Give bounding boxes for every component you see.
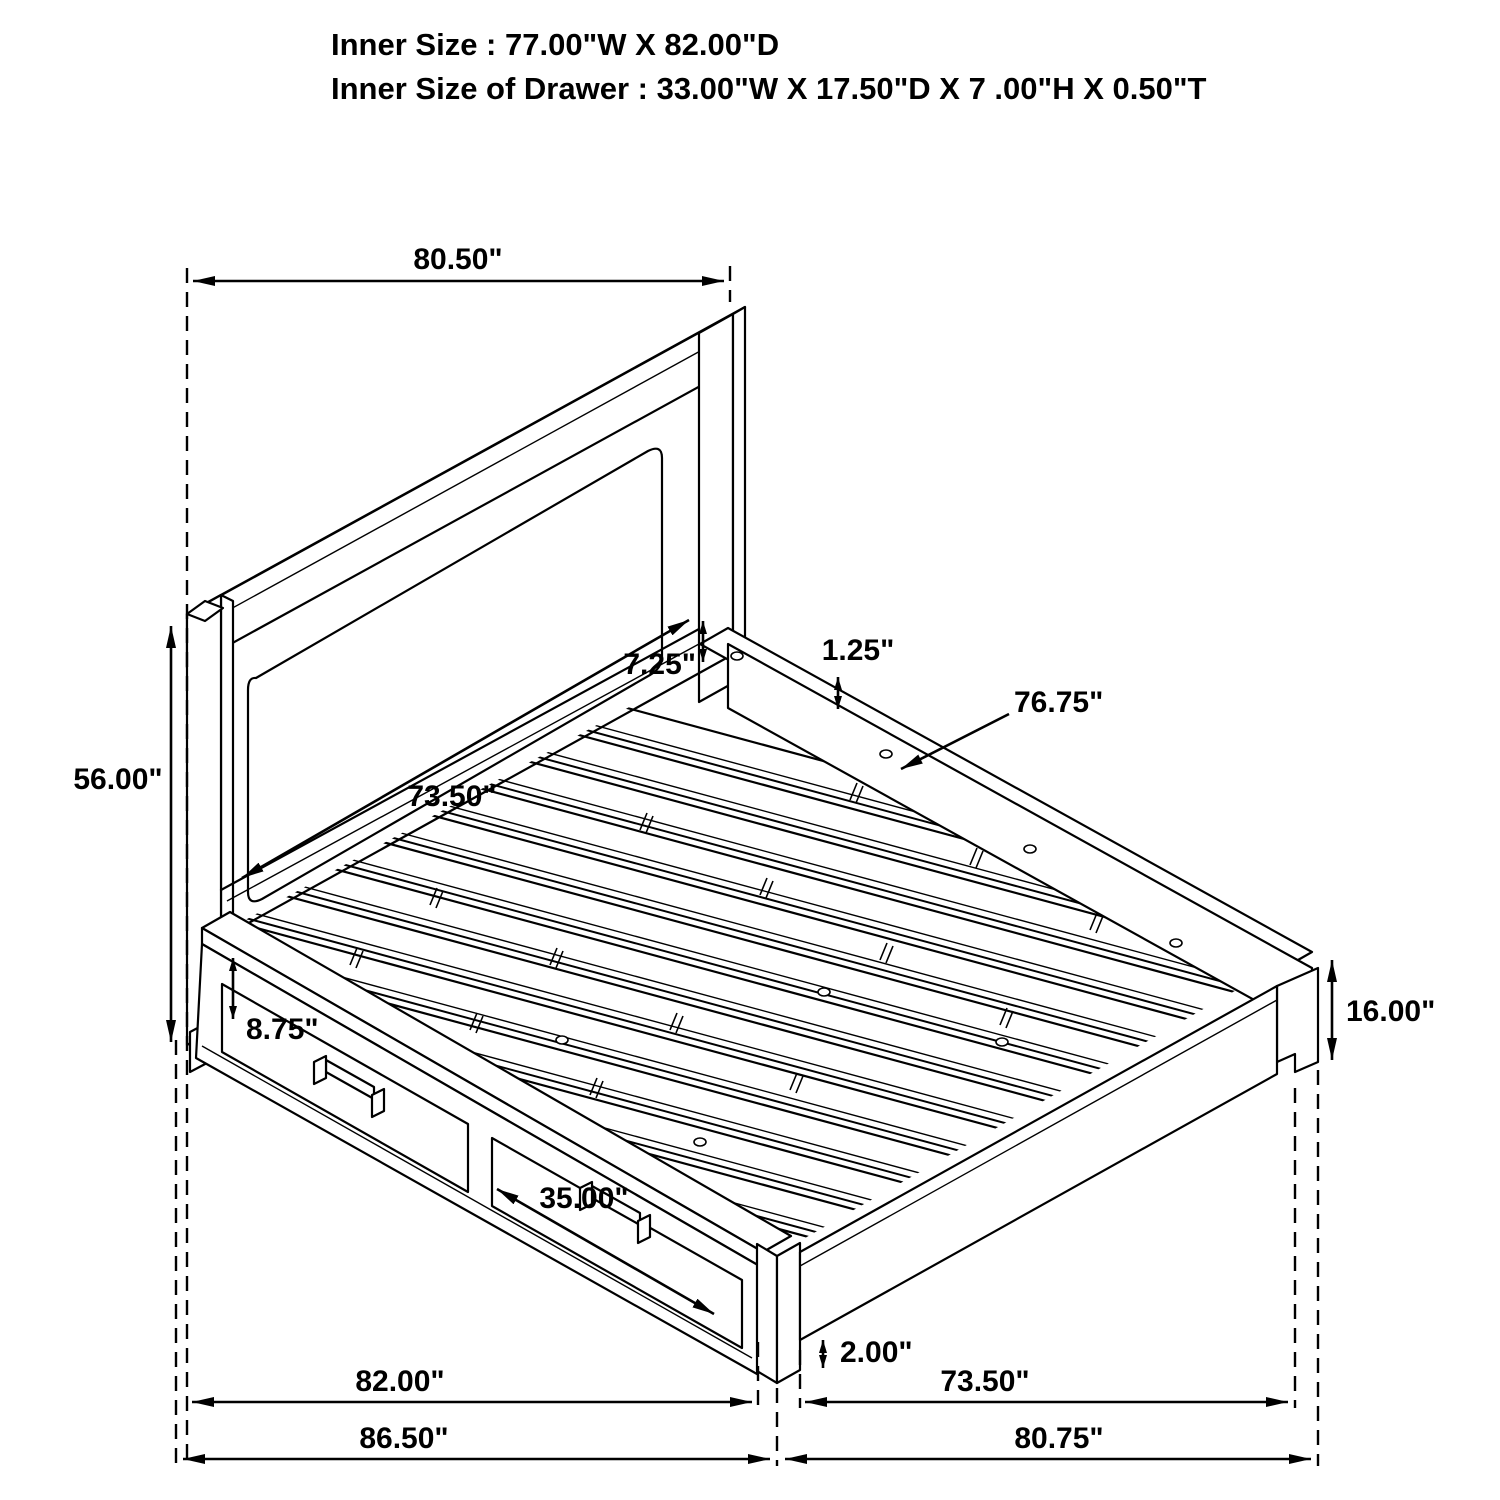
front-leg	[757, 1243, 800, 1383]
dim-overall-width-label: 80.75"	[1014, 1422, 1104, 1455]
dim-overall-length-label: 86.50"	[359, 1422, 449, 1455]
dim-headboard-width-label: 80.50"	[413, 243, 503, 276]
dim-slat-length-label: 76.75"	[1014, 686, 1104, 719]
slat-support-block	[670, 1013, 683, 1033]
dim-rail-gap-label: 7.25"	[623, 648, 696, 681]
slat-support-block	[850, 783, 863, 803]
slat-support-block	[470, 1013, 483, 1033]
foot-panel	[800, 986, 1277, 1340]
slat-support-block	[1180, 838, 1193, 858]
dim-headboard-height-label: 56.00"	[73, 763, 163, 796]
dim-side-inner-label: 82.00"	[355, 1365, 445, 1398]
inner-drawer-size-text: Inner Size of Drawer : 33.00"W X 17.50"D X 7 .00"H X 0.50"T	[331, 71, 1207, 106]
slat-support-block	[1060, 773, 1073, 793]
inner-size-text: Inner Size : 77.00"W X 82.00"D	[331, 27, 780, 62]
dim-clearance-label: 2.00"	[840, 1336, 913, 1369]
slat-support-block	[550, 948, 563, 968]
dim-slat-thickness-label: 1.25"	[821, 634, 895, 667]
dim-drawer-width-label: 35.00"	[539, 1182, 629, 1215]
slat-support-block	[640, 813, 653, 833]
dim-foot-inner-label: 73.50"	[940, 1365, 1030, 1398]
dim-headboard-inner-label: 73.50"	[407, 780, 497, 813]
slat-support-block	[880, 943, 893, 963]
slat-support-block	[970, 848, 983, 868]
right-leg	[1277, 968, 1318, 1072]
slat-support-block	[350, 948, 363, 968]
slat-support-block	[760, 878, 773, 898]
dim-foot-height-label: 16.00"	[1346, 995, 1436, 1028]
dim-drawer-height-label: 8.75"	[246, 1013, 319, 1046]
